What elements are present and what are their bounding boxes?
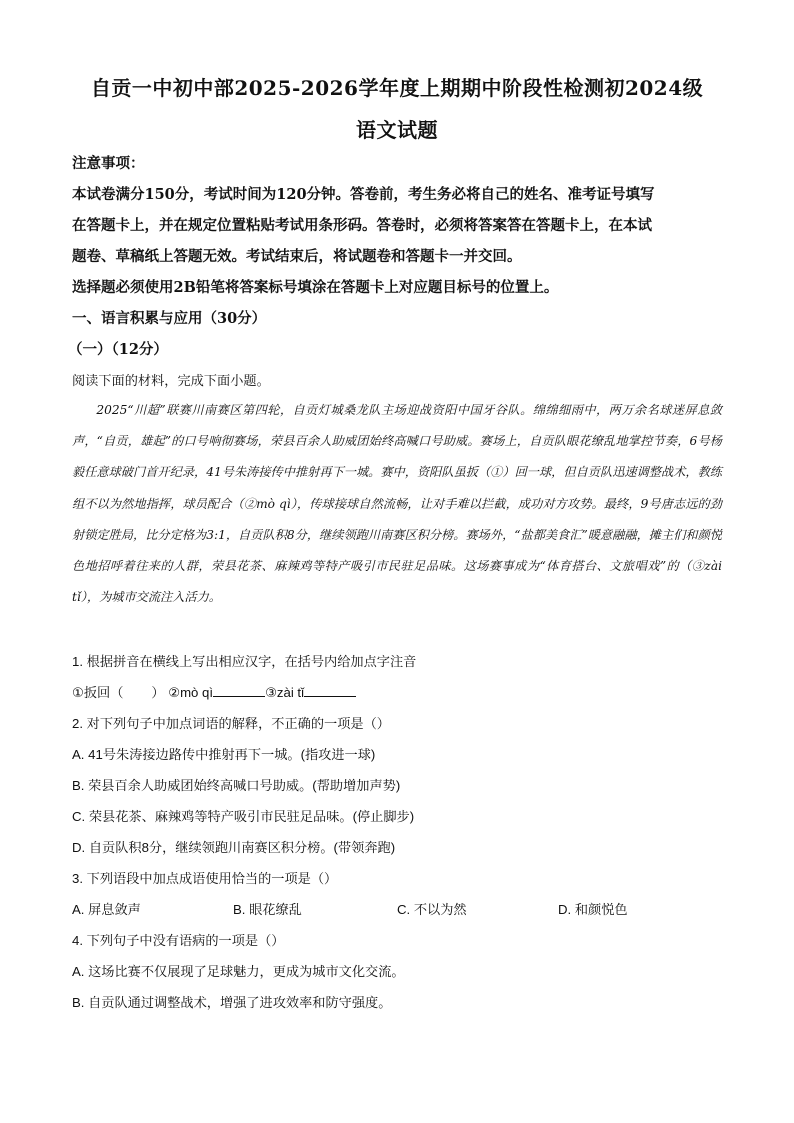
q1-item-3: ③zài tǐ: [265, 685, 305, 700]
reading-instruction: 阅读下面的材料，完成下面小题。: [72, 373, 270, 388]
section-title: 一、语言积累与应用（30分）: [72, 310, 267, 327]
notice-line: 本试卷满分150分，考试时间为120分钟。答卷前，考生务必将自己的姓名、准考证号填写: [72, 186, 655, 203]
question-2-option-d[interactable]: D. 自贡队积8分，继续领跑川南赛区积分榜。(带领奔跑): [72, 840, 396, 855]
q1-item-3-blank[interactable]: [304, 684, 356, 697]
part-title: （一）（12分）: [68, 341, 168, 358]
exam-subtitle: 语文试题: [356, 118, 438, 142]
question-3-option-a[interactable]: A. 屏息敛声: [72, 902, 141, 917]
question-4-stem: 4. 下列句子中没有语病的一项是（）: [72, 933, 285, 948]
question-4-option-a[interactable]: A. 这场比赛不仅展现了足球魅力，更成为城市文化交流。: [72, 964, 405, 979]
question-3-option-c[interactable]: C. 不以为然: [397, 902, 467, 917]
q1-item-2-blank[interactable]: [213, 684, 265, 697]
question-2-option-b[interactable]: B. 荣县百余人助威团始终高喊口号助威。(帮助增加声势): [72, 778, 401, 793]
q1-item-1: ①扳回（: [72, 685, 124, 700]
notice-line: 选择题必须使用2B铅笔将答案标号填涂在答题卡上对应题目标号的位置上。: [72, 279, 559, 296]
passage-paragraph: 2025“川超”联赛川南赛区第四轮，自贡灯城桑龙队主场迎战资阳中国牙谷队。绵绵细雨中，两万余名球迷屏息敛声，“自贡，雄起”的口号响彻赛场，荣县百余人助威团始终高喊口号助威。赛场上，自贡队眼花缭乱地掌控节奏，6号杨毅任意球破门首开纪录，41号朱涛接传中推射再下一城。赛中，资阳队虽扳（①）回一球，但自贡队迅速调整战术，教练组不以为然地指挥，球员配合（②mò qì），传球接球自然流畅，让对手难以拦截，成功对方攻势。最终，9号唐志远的劲射锁定胜局，比分定格为3:1，自贡队积8分，继续领跑川南赛区积分榜。赛场外，“盐都美食汇”暖意融融，摊主们和颜悦色地招呼着往来的人群，荣县花茶、麻辣鸡等特产吸引市民驻足品味。这场赛事成为“体育搭台、文旅唱戏”的（③zài tǐ），为城市交流注入活力。: [72, 403, 722, 605]
question-2-option-c[interactable]: C. 荣县花茶、麻辣鸡等特产吸引市民驻足品味。(停止脚步): [72, 809, 415, 824]
reading-passage: [72, 395, 722, 613]
question-3-stem: 3. 下列语段中加点成语使用恰当的一项是（）: [72, 871, 338, 886]
notice-heading: 注意事项：: [72, 155, 145, 172]
notice-line: 在答题卡上，并在规定位置粘贴考试用条形码。答卷时，必须将答案答在答题卡上，在本试: [72, 217, 652, 234]
exam-title: 自贡一中初中部2025-2026学年度上期期中阶段性检测初2024级: [90, 76, 704, 100]
notice-line: 题卷、草稿纸上答题无效。考试结束后，将试题卷和答题卡一并交回。: [72, 248, 522, 265]
question-2-stem: 2. 对下列句子中加点词语的解释，不正确的一项是（）: [72, 716, 390, 731]
q1-item-2: ②mò qì: [168, 685, 214, 700]
question-4-option-b[interactable]: B. 自贡队通过调整战术，增强了进攻效率和防守强度。: [72, 995, 392, 1010]
q1-item-1-close: ）: [151, 685, 165, 700]
question-3-option-d[interactable]: D. 和颜悦色: [558, 902, 628, 917]
question-1-answer-line: [72, 682, 732, 701]
question-3-option-b[interactable]: B. 眼花缭乱: [233, 902, 302, 917]
question-2-option-a[interactable]: A. 41号朱涛接边路传中推射再下一城。(指攻进一球): [72, 747, 376, 762]
question-1-stem: 1. 根据拼音在横线上写出相应汉字，在括号内给加点字注音: [72, 654, 417, 669]
